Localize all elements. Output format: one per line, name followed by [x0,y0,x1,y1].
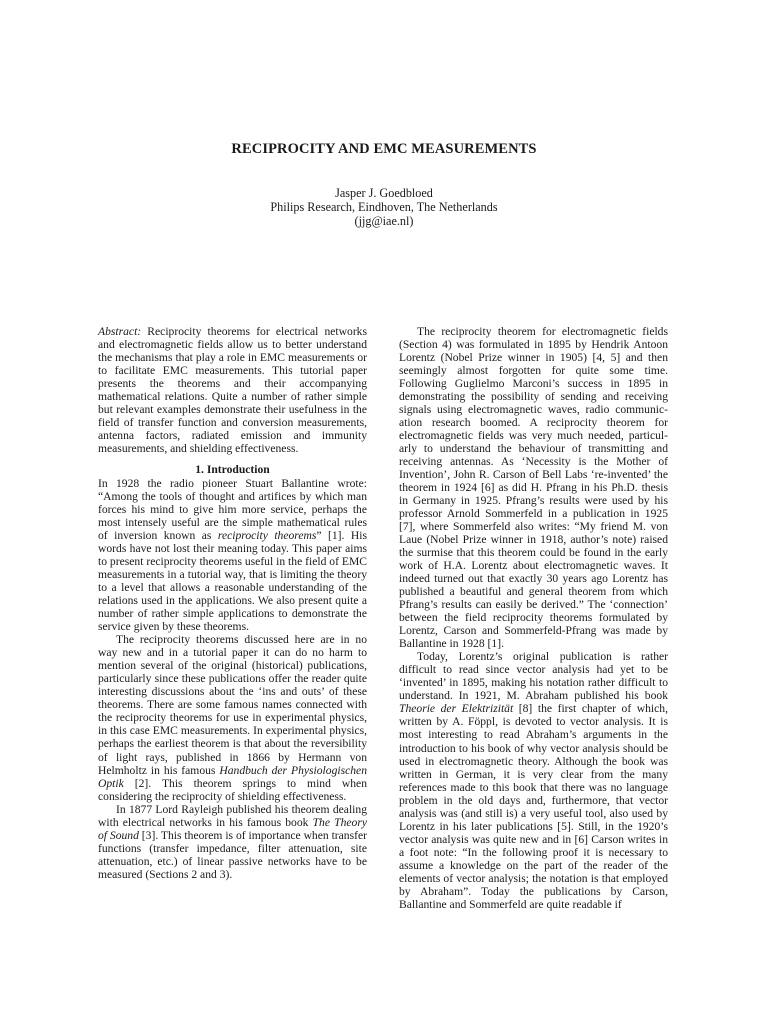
intro-p3-text-b: [3]. This theorem is of importance when transfer functions (transfer impedance, filter attenuation, site attenuation, etc.) of linear passive networks have to be measured (Sections 2 and 3). [98,828,367,881]
intro-paragraph-3 [98,803,367,881]
intro-p5-text-b: [8] the first chapter of which, written by A. Föppl, is devoted to vector analysis. It is most interesting to read Abraham’s arguments in the introduction to his book of why vector analysis should be used in electromagnetic theory. Although the book was written in German, it is very clear from the many references made to this book that there was no language problem in the old days and, furthermore, that vector analysis was (and still is) a very useful tool, also used by Lorentz in his later publications [5]. Still, in the 1920’s vector analysis was quite new and in [6] Carson writes in a foot note: “In the following proof it is necessary to assume a knowledge on the part of the reader of the elements of vector analysis; the notation is that employed by Abraham”. Today the publications by Carson, Ballantine and Sommerfeld are quite readable if [399,702,668,911]
intro-p3-emphasis: The Theory of Sound [98,815,367,842]
author-affiliation: Philips Research, Eindhoven, The Netherlands [270,200,498,214]
intro-paragraph-4: The reciprocity theorem for electromagnetic fields (Section 4) was formulated in 1895 by Hendrik Antoon Lorentz (Nobel Prize winner in 1905) [4, 5] and then seemingly almost forgotten for quite some time. Following Guglielmo Marconi’s success in 1895 in demonstrating the possibility of sending and receiving signals using electromagnetic waves, radio communic-ation research boomed. A reciprocity theorem for electromagnetic fields was very much needed, particul-arly to understand the behaviour of transmitting and receiving antennas. As ‘Necessity is the Mother of Invention’, John R. Carson of Bell Labs ‘re-invented’ the theorem in 1924 [6] as did H. Pfrang in his Ph.D. thesis in Germany in 1925. Pfrang’s results were used by his professor Arnold Sommerfeld in a publication in 1925 [7], where Sommerfeld also writes: “My friend M. von Laue (Nobel Prize winner in 1918, author’s note) raised the surmise that this theorem could be found in the early work of H.A. Lorentz about electromagnetic waves. It indeed turned out that exactly 30 years ago Lorentz has published a beautiful and general theorem from which Pfrang’s results can easily be derived.” The ‘connection’ between the field reciprocity theorems formulated by Lorentz, Carson and Sommerfeld-Pfrang was made by Ballantine in 1928 [1]. [399,325,668,651]
intro-p1-emphasis: reciprocity theorems [217,529,317,543]
abstract-text: Reciprocity theorems for electrical networks and electromagnetic fields allow us to better understand the mechanisms that play a role in EMC measurements or to facilitate EMC measurements. This tutorial paper presents the theorems and their accompanying mathematical relations. Quite a number of rather simple but relevant examples demonstrate their usefulness in the field of transfer function and conversion measurements, antenna factors, radiated emission and immunity measurements, and shielding effectiveness. [98,325,367,456]
section-heading-introduction: 1. Introduction [195,463,270,477]
intro-p3-text-a: In 1877 Lord Rayleigh published his theorem dealing with electrical networks in his famous book [98,802,367,829]
right-column [399,325,668,911]
abstract-label: Abstract: [98,325,142,338]
intro-p5-emphasis: Theorie der Elektrizität [399,702,514,716]
author-block [0,186,768,228]
left-column [98,325,367,881]
paper-title: RECIPROCITY AND EMC MEASUREMENTS [231,141,537,157]
intro-p2-text-a: The reciprocity theorems discussed here are in no way new and in a tutorial paper it can do no harm to mention several of the original (historical) publications, particularly since these publications offer the reader quite interesting discussions about the ‘ins and outs’ of these theorems. There are some famous names connected with the reciprocity theorems for use in experimental physics, in this case EMC measurements. In experimental physics, perhaps the earliest theorem is that about the reversibility of light rays, published in 1866 by Hermann von Helmholtz in his famous [98,633,367,777]
intro-p2-text-b: [2]. This theorem springs to mind when considering the reciprocity of shielding effectiveness. [98,776,367,803]
intro-paragraph-5 [399,650,668,910]
intro-p1-text-a: In 1928 the radio pioneer Stuart Ballantine wrote: “Among the tools of thought and artifices by which man forces his mind to give him more service, perhaps the most intensely useful are the simple mathematical rules of inversion known as [98,477,367,543]
abstract-paragraph [98,325,367,455]
author-name: Jasper J. Goedbloed [335,186,433,200]
intro-paragraph-1 [98,477,367,633]
intro-p2-emphasis: Handbuch der Physiologischen Optik [98,763,367,790]
author-email: (jjg@iae.nl) [354,214,414,228]
intro-p1-text-b: ” [1]. His words have not lost their meaning today. This paper aims to present reciprocity theorems useful in the field of EMC measurements in a tutorial way, that is limiting the theory to a level that allows a reasonable understanding of the relations used in the applications. We also present quite a number of rather simple applications to demonstrate the service given by these theorems. [98,529,367,634]
intro-p5-text-a: Today, Lorentz’s original publication is rather difficult to read since vector analysis had yet to be ‘invented’ in 1895, making his notation rather difficult to understand. In 1921, M. Abraham published his book [399,650,668,703]
intro-paragraph-2 [98,633,367,802]
